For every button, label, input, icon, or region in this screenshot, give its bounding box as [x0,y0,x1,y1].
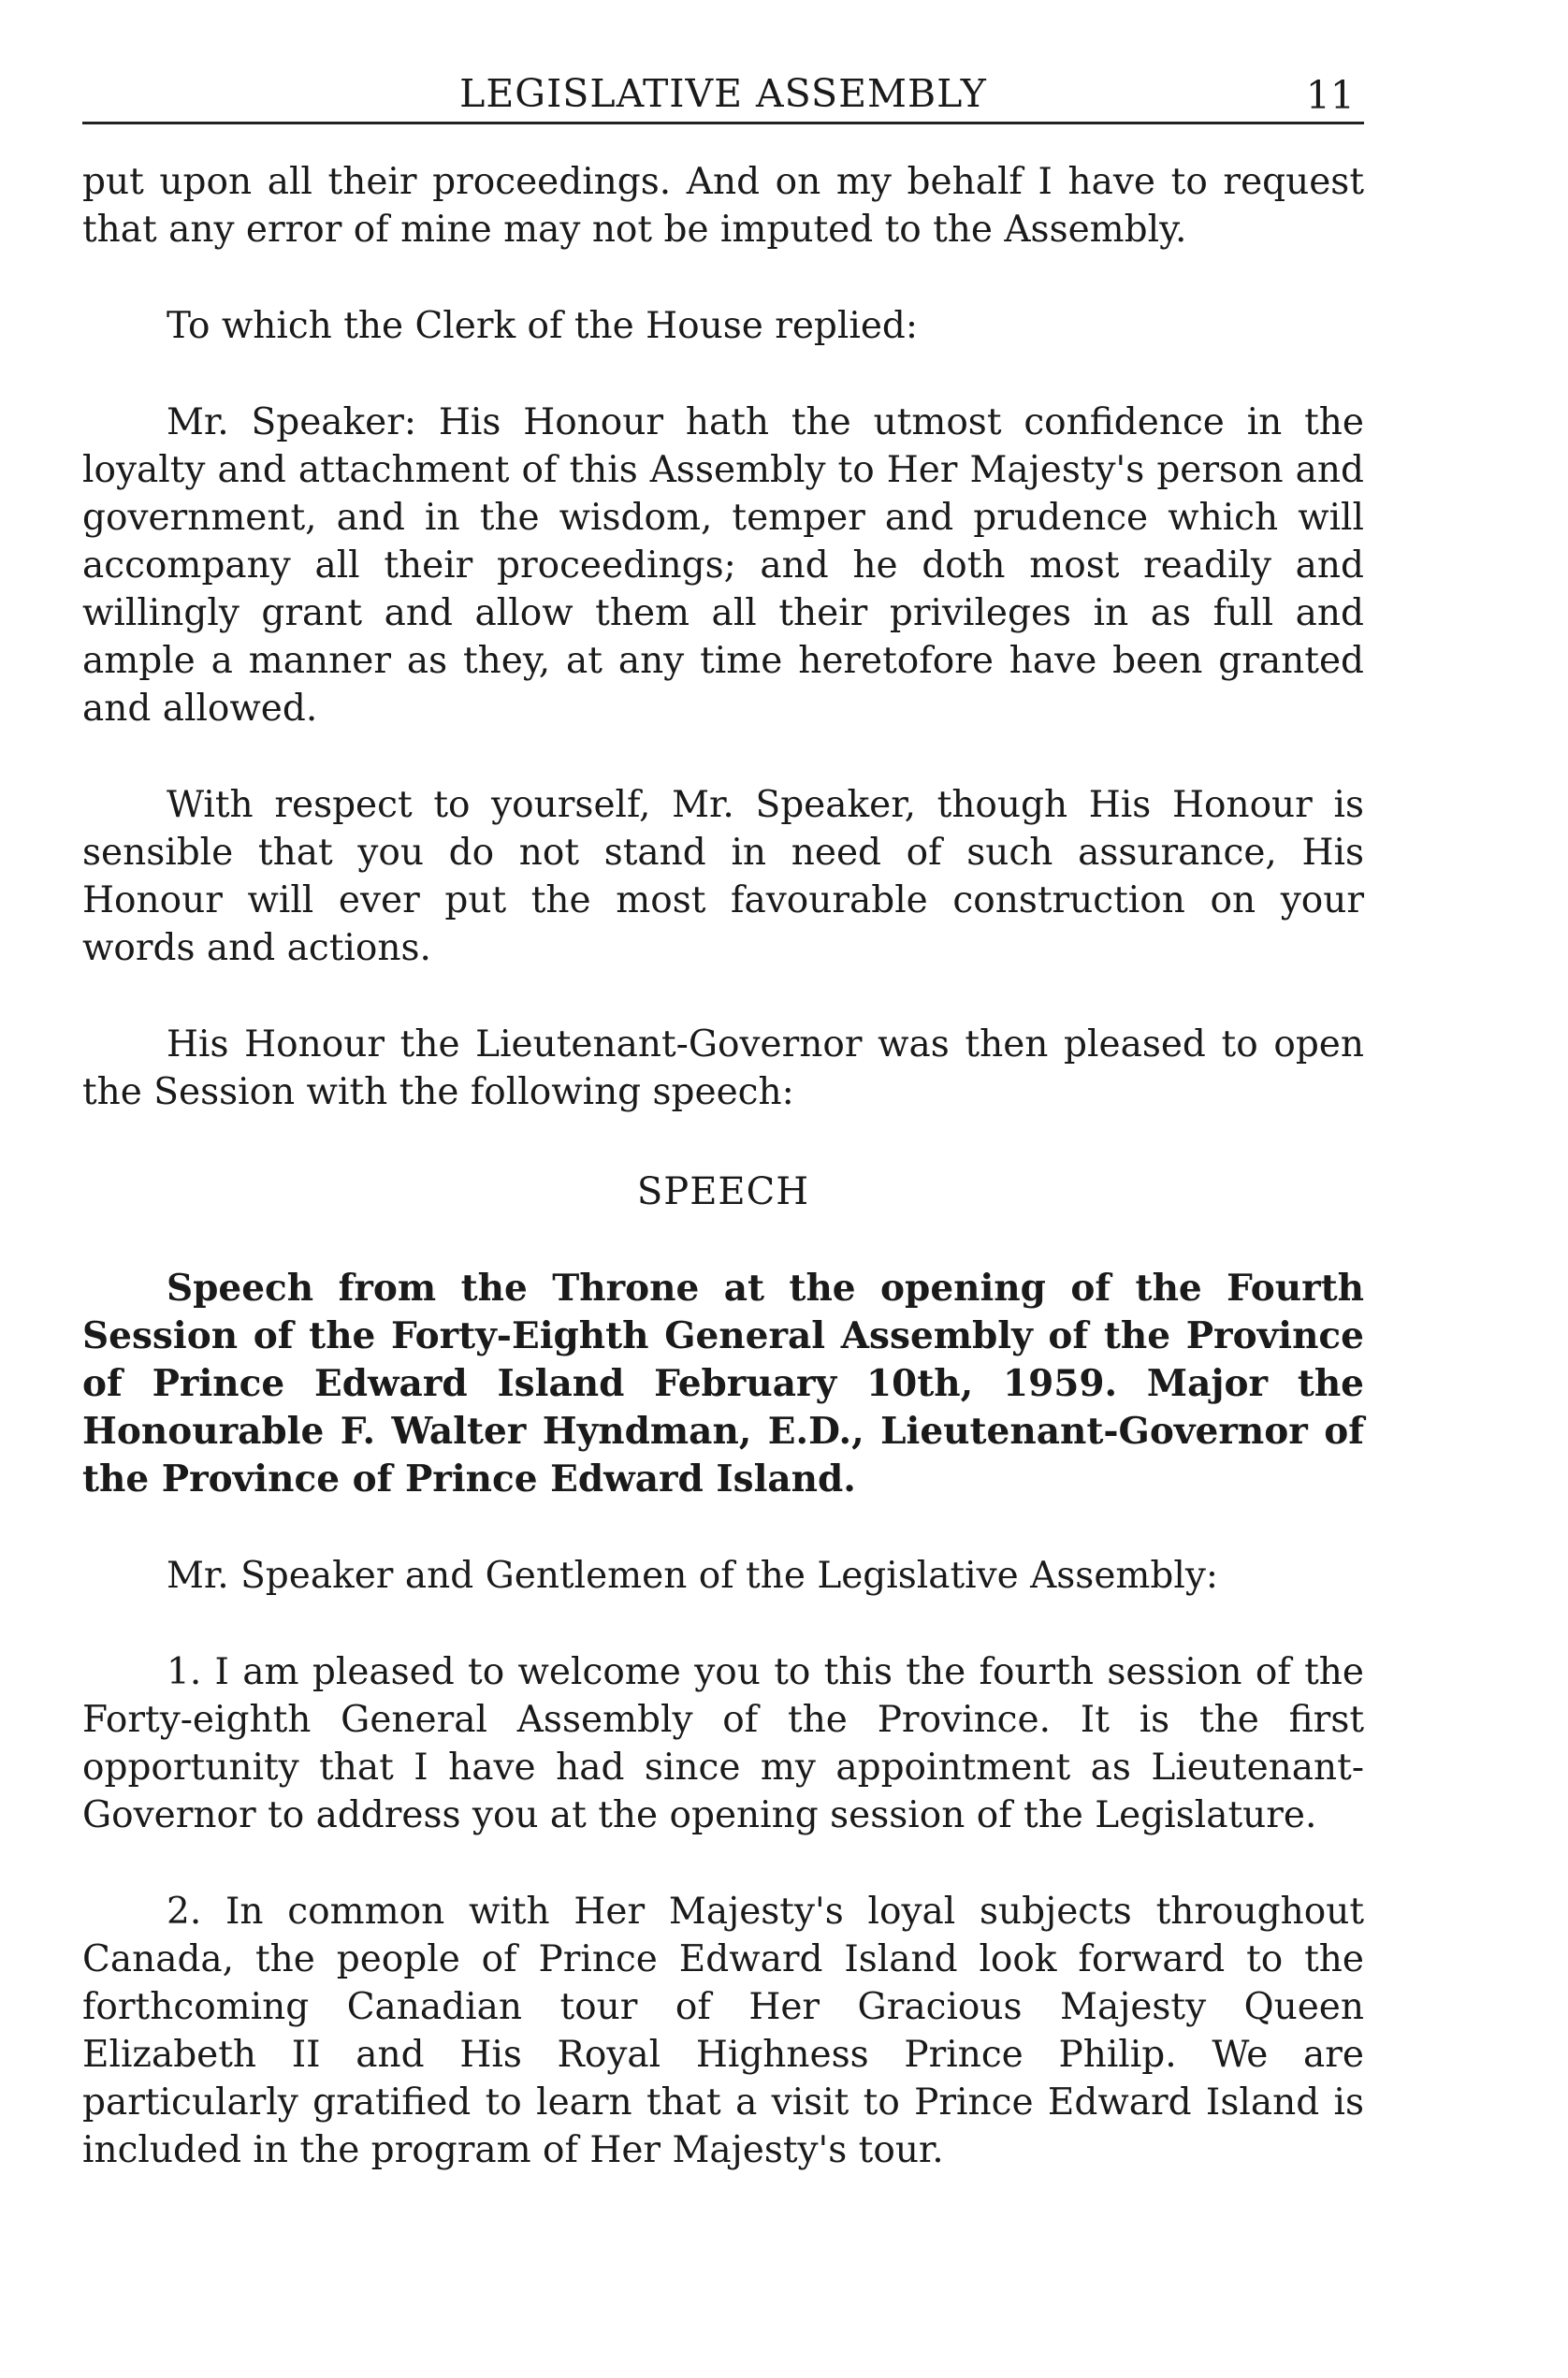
speech-title: Speech from the Throne at the opening of the Fourth Session of the Forty-Eighth General Assembly of the Province of Prince Edward Island February 10th, 1959. Major the Honourable F. Walter Hyndman, E.D., Lieutenant-Governor of the Province of Prince Edward Island. [82,1267,1364,1501]
paragraph-clerk-reply: Mr. Speaker: His Honour hath the utmost confidence in the loyalty and attachment of this Assembly to Her Majesty's person and government, and in the wisdom, temper and prudence which will accompany all their proceedings; and he doth most readily and willingly grant and allow them all their privileges in as full and ample a manner as they, at any time heretofore have been granted and allowed. [82,401,1364,730]
speech-item-1: 1. I am pleased to welcome you to this the fourth session of the Forty-eighth General Assembly of the Province. It is the first opportunity that I have had since my appointment as Lieutenant-Governor to address you at the opening session of the Legislature. [82,1651,1364,1836]
paragraph-clerk-reply-intro: To which the Clerk of the House replied: [167,305,919,347]
paragraph-speaker-assurance: With respect to yourself, Mr. Speaker, though His Honour is sensible that you do not stand in need of such assurance, His Honour will ever put the most favourable construction on your words and actions. [82,784,1364,969]
paragraph-session-opening: His Honour the Lieutenant-Governor was then pleased to open the Session with the following speech: [82,1023,1364,1113]
body-text [82,158,1364,2174]
paragraph-continuation: put upon all their proceedings. And on my behalf I have to request that any error of mine may not be imputed to the Assembly. [82,161,1364,251]
section-heading-speech: SPEECH [636,1170,810,1213]
page-number: 11 [1305,73,1355,118]
salutation: Mr. Speaker and Gentlemen of the Legislative Assembly: [167,1555,1218,1597]
running-header [82,65,1364,124]
running-title: LEGISLATIVE ASSEMBLY [459,71,987,116]
speech-item-2: 2. In common with Her Majesty's loyal subjects throughout Canada, the people of Prince Edward Island look forward to the forthcoming Canadian tour of Her Gracious Majesty Queen Elizabeth II and His Royal Highness Prince Philip. We are particularly gratified to learn that a visit to Prince Edward Island is included in the program of Her Majesty's tour. [82,1891,1364,2171]
document-page [82,65,1364,2174]
